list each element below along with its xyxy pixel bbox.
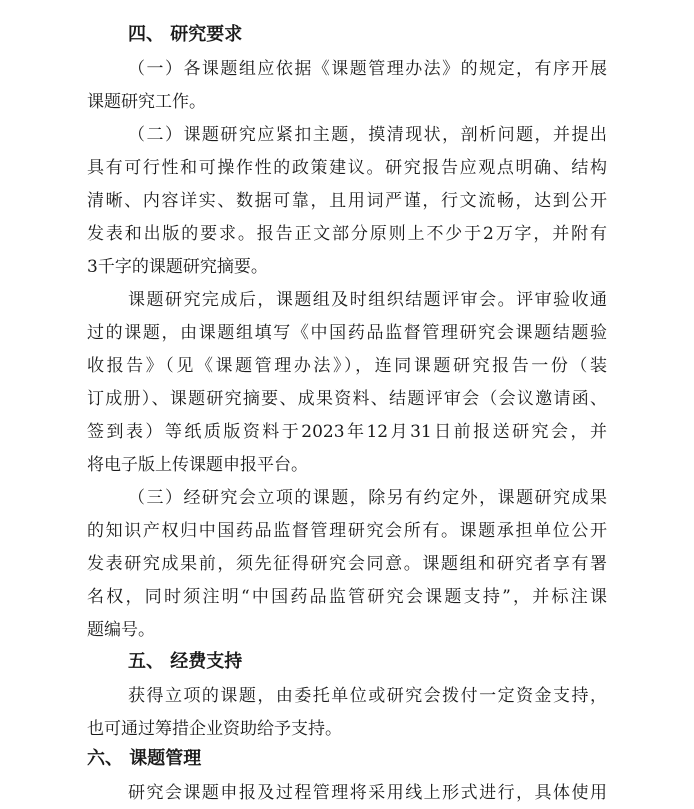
paragraph-line: 课题研究完成后，课题组及时组织结题评审会。评审验收通 <box>128 290 607 310</box>
paragraph-line: 题编号。 <box>87 620 155 640</box>
paragraph-line: （三）经研究会立项的课题，除另有约定外，课题研究成果 <box>128 488 607 508</box>
paragraph-line: 过的课题，由课题组填写《中国药品监督管理研究会课题结题验 <box>87 323 607 343</box>
paragraph-line: 签到表）等纸质版资料于2023年12月31日前报送研究会，并 <box>87 422 607 442</box>
paragraph-line: 获得立项的课题，由委托单位或研究会拨付一定资金支持， <box>128 686 607 706</box>
paragraph-line: 发表和出版的要求。报告正文部分原则上不少于2万字，并附有 <box>87 224 607 244</box>
paragraph-line: 的知识产权归中国药品监督管理研究会所有。课题承担单位公开 <box>87 521 607 541</box>
paragraph-line: 清晰、内容详实、数据可靠，且用词严谨，行文流畅，达到公开 <box>87 191 607 211</box>
section-heading-research-requirements: 四、 研究要求 <box>128 24 243 45</box>
paragraph-line: 研究会课题申报及过程管理将采用线上形式进行，具体使用 <box>128 783 607 803</box>
paragraph-line: 名权，同时须注明“中国药品监管研究会课题支持”，并标注课 <box>87 587 607 607</box>
paragraph-line: （一）各课题组应依据《课题管理办法》的规定，有序开展 <box>128 59 607 79</box>
paragraph-line: 也可通过筹措企业资助给予支持。 <box>87 719 342 739</box>
paragraph-line: （二）课题研究应紧扣主题，摸清现状，剖析问题，并提出 <box>128 125 607 145</box>
section-heading-project-management: 六、 课题管理 <box>87 748 202 769</box>
paragraph-line: 收报告》（见《课题管理办法》），连同课题研究报告一份（装 <box>87 356 607 376</box>
paragraph-line: 订成册）、课题研究摘要、成果资料、结题评审会（会议邀请函、 <box>87 389 607 409</box>
paragraph-line: 3千字的课题研究摘要。 <box>87 257 268 277</box>
paragraph-line: 将电子版上传课题申报平台。 <box>87 455 308 475</box>
paragraph-line: 发表研究成果前，须先征得研究会同意。课题组和研究者享有署 <box>87 554 607 574</box>
section-heading-funding-support: 五、 经费支持 <box>128 651 243 672</box>
paragraph-line: 课题研究工作。 <box>87 92 206 112</box>
paragraph-line: 具有可行性和可操作性的政策建议。研究报告应观点明确、结构 <box>87 158 607 178</box>
